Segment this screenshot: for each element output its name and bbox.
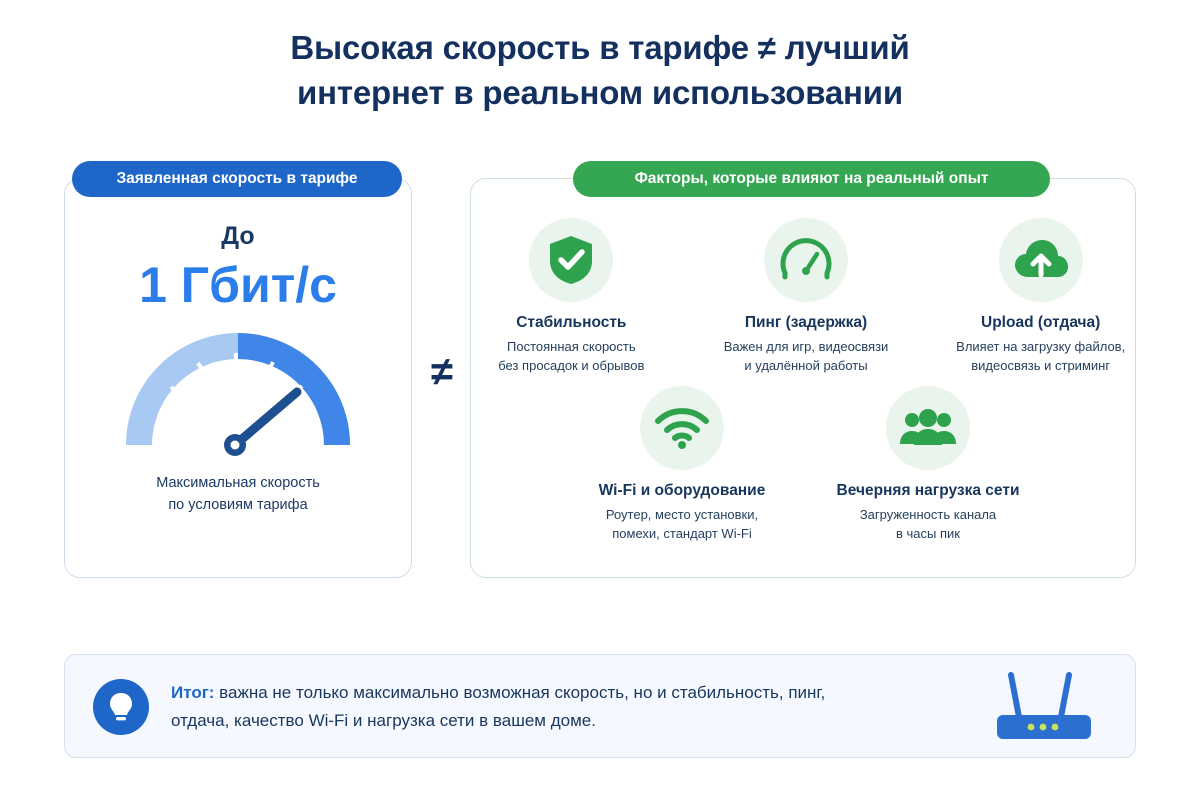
factor-title: Upload (отдача) [981, 314, 1101, 331]
wifi-icon [640, 386, 724, 470]
declared-speed-caption-line-2: по условиям тарифа [168, 496, 308, 513]
factor-title: Пинг (задержка) [744, 314, 868, 331]
factor-desc-line-1: Постоянная скорость [507, 339, 636, 354]
factor-desc-line-2: в часы пик [896, 525, 960, 541]
summary-line-1 [171, 679, 971, 707]
factor-title: Стабильность [516, 314, 627, 331]
factors-grid [470, 218, 1136, 578]
factor-upload [945, 218, 1136, 376]
shield-check-icon [529, 218, 613, 302]
declared-speed-badge-label: Заявленная скорость в тарифе [116, 170, 358, 187]
factors-badge-label: Факторы, которые влияют на реальный опыт [634, 170, 989, 187]
declared-speed-caption-line-1: Максимальная скорость [156, 475, 320, 491]
users-group-icon [886, 386, 970, 470]
comparison-columns [0, 150, 1200, 640]
factor-wifi [584, 386, 780, 544]
page-title-line-2: интернет в реальном использовании [297, 73, 903, 111]
factors-row-2 [470, 386, 1136, 544]
factor-desc-line-2: видеосвязь и стриминг [971, 357, 1111, 373]
factor-desc [945, 338, 1136, 376]
summary-panel [64, 654, 1136, 758]
factor-desc [830, 506, 1026, 544]
lightbulb-icon [93, 679, 149, 735]
factor-ping [711, 218, 902, 376]
factor-desc [476, 338, 667, 376]
factor-title: Вечерняя нагрузка сети [836, 481, 1020, 499]
page-title-line-1: Высокая скорость в тарифе ≠ лучший [290, 29, 910, 66]
summary-text-part-1: важна не только максимально возможная скорость, но и стабильность, пинг, [214, 683, 826, 702]
factor-desc-line-2: без просадок и обрывов [498, 357, 645, 373]
speedometer-icon [123, 329, 353, 459]
router-icon [989, 669, 1099, 745]
not-equal-sign: ≠ [431, 350, 453, 394]
factor-desc [584, 506, 780, 544]
declared-speed-caption [156, 473, 320, 517]
gauge-icon [764, 218, 848, 302]
cloud-upload-icon [999, 218, 1083, 302]
factor-desc-line-1: Влияет на загрузку файлов, [956, 339, 1126, 354]
factor-desc-line-2: и удалённой работы [744, 357, 868, 373]
declared-speed-content [64, 178, 412, 578]
summary-text [171, 679, 971, 735]
factors-badge [573, 161, 1050, 197]
page-title [0, 0, 1200, 115]
speed-prefix: До [221, 222, 255, 250]
summary-line-2: отдача, качество Wi-Fi и нагрузка сети в вашем доме. [171, 711, 596, 731]
factor-desc-line-1: Загруженность канала [859, 506, 997, 522]
factor-desc-line-2: помехи, стандарт Wi-Fi [612, 525, 752, 541]
summary-label: Итог: [171, 683, 215, 702]
factor-title: Wi-Fi и оборудование [598, 481, 766, 499]
factor-stability [476, 218, 667, 376]
factor-desc-line-1: Роутер, место установки, [605, 506, 759, 522]
factors-row-1 [470, 218, 1136, 376]
factor-desc-line-1: Важен для игр, видеосвязи [723, 339, 889, 354]
speed-value: 1 Гбит/с [139, 257, 337, 313]
factor-evening-load [830, 386, 1026, 544]
factor-desc [711, 338, 902, 376]
